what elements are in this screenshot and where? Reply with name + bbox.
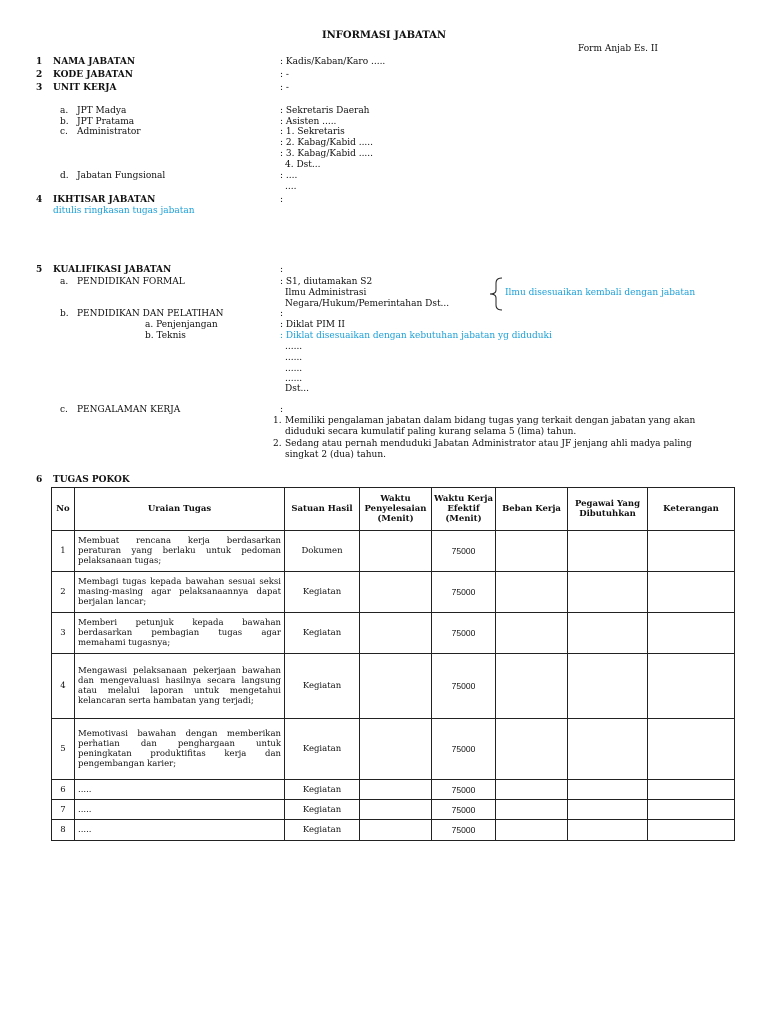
- pengalaman-item-text: Sedang atau pernah menduduki Jabatan Administrator atau JF jenjang ahli madya paling singkat 2 (dua) tahun.: [285, 439, 692, 460]
- kode-jabatan-value: : -: [280, 70, 289, 80]
- teknis-item: ......: [285, 374, 303, 384]
- teknis-item: Dst...: [285, 384, 310, 394]
- pendidikan-formal-value: : S1, diutamakan S2: [280, 277, 373, 287]
- unit-kerja-value: : -: [280, 83, 289, 93]
- section-number: 3: [36, 83, 43, 93]
- row-satuan: Kegiatan: [285, 719, 360, 780]
- pengalaman-item-number: 2.: [273, 439, 282, 449]
- header-uraian: Uraian Tugas: [75, 488, 285, 531]
- jpt-pratama-label: JPT Pratama: [77, 117, 135, 127]
- row-beban: [496, 572, 568, 613]
- kode-jabatan-label: KODE JABATAN: [53, 70, 133, 80]
- row-satuan: Kegiatan: [285, 780, 360, 800]
- row-no: 7: [52, 800, 75, 820]
- section-number: 6: [36, 475, 43, 485]
- jabatan-fungsional-label: Jabatan Fungsional: [77, 171, 166, 181]
- pengalaman-item-text: Memiliki pengalaman jabatan dalam bidang tugas yang terkait dengan jabatan yang akan diduduki secara kumulatif paling kurang selama 5 (lima) tahun.: [285, 416, 696, 437]
- item-letter: c.: [60, 127, 68, 137]
- row-no: 2: [52, 572, 75, 613]
- header-satuan: Satuan Hasil: [285, 488, 360, 531]
- document-title: INFORMASI JABATAN: [321, 30, 447, 41]
- teknis-label: b. Teknis: [145, 331, 186, 341]
- table-row: [52, 719, 735, 780]
- row-efektif: 75000: [432, 719, 496, 780]
- pendidikan-pelatihan-value: :: [280, 309, 284, 319]
- jpt-madya-label: JPT Madya: [77, 106, 127, 116]
- section-number: 2: [36, 70, 43, 80]
- row-pegawai: [568, 572, 648, 613]
- row-efektif: 75000: [432, 654, 496, 719]
- table-row: [52, 780, 735, 800]
- administrator-value: : 3. Kabag/Kabid .....: [280, 149, 374, 159]
- row-no: 1: [52, 531, 75, 572]
- header-keterangan: Keterangan: [648, 488, 735, 531]
- row-pegawai: [568, 531, 648, 572]
- item-letter: b.: [60, 309, 69, 319]
- unit-kerja-label: UNIT KERJA: [53, 83, 117, 93]
- jabatan-fungsional-value: ....: [285, 182, 297, 192]
- row-no: 6: [52, 780, 75, 800]
- row-no: 5: [52, 719, 75, 780]
- jpt-madya-value: : Sekretaris Daerah: [280, 106, 370, 116]
- form-code: Form Anjab Es. II: [578, 44, 658, 54]
- kualifikasi-jabatan-label: KUALIFIKASI JABATAN: [53, 265, 172, 275]
- row-keterangan: [648, 613, 735, 654]
- row-uraian: Mengawasi pelaksanaan pekerjaan bawahan dan mengevaluasi hasilnya secara langsung atau melalui laporan untuk mengetahui kelancaran serta hambatan yang terjadi;: [75, 654, 285, 719]
- row-efektif: 75000: [432, 531, 496, 572]
- row-penyelesaian: [360, 654, 432, 719]
- teknis-item: ......: [285, 353, 303, 363]
- ikhtisar-jabatan-label: IKHTISAR JABATAN: [53, 195, 156, 205]
- row-efektif: 75000: [432, 780, 496, 800]
- pendidikan-pelatihan-label: PENDIDIKAN DAN PELATIHAN: [77, 309, 224, 319]
- table-row: [52, 613, 735, 654]
- penjenjangan-value: : Diklat PIM II: [280, 320, 345, 330]
- pengalaman-kerja-label: PENGALAMAN KERJA: [77, 405, 181, 415]
- administrator-value: 4. Dst...: [285, 160, 321, 170]
- administrator-label: Administrator: [77, 127, 141, 137]
- header-waktu-penyelesaian: Waktu Penyelesaian (Menit): [360, 488, 432, 531]
- tugas-pokok-label: TUGAS POKOK: [53, 475, 130, 485]
- header-pegawai: Pegawai Yang Dibutuhkan: [568, 488, 648, 531]
- header-beban: Beban Kerja: [496, 488, 568, 531]
- table-row: [52, 800, 735, 820]
- administrator-value: : 2. Kabag/Kabid .....: [280, 138, 374, 148]
- row-uraian: .....: [75, 780, 285, 800]
- row-satuan: Kegiatan: [285, 820, 360, 841]
- header-no: No: [52, 488, 75, 531]
- row-keterangan: [648, 531, 735, 572]
- jabatan-fungsional-value: : ....: [280, 171, 298, 181]
- pendidikan-formal-value: Negara/Hukum/Pemerintahan Dst...: [285, 299, 450, 309]
- row-penyelesaian: [360, 820, 432, 841]
- pengalaman-item-number: 1.: [273, 416, 282, 426]
- pengalaman-kerja-value: :: [280, 405, 284, 415]
- row-penyelesaian: [360, 719, 432, 780]
- table-row: [52, 820, 735, 841]
- row-beban: [496, 654, 568, 719]
- section-number: 1: [36, 57, 43, 67]
- header-waktu-efektif: Waktu Kerja Efektif (Menit): [432, 488, 496, 531]
- row-satuan: Kegiatan: [285, 572, 360, 613]
- row-beban: [496, 719, 568, 780]
- row-satuan: Kegiatan: [285, 654, 360, 719]
- row-beban: [496, 820, 568, 841]
- teknis-item: ......: [285, 342, 303, 352]
- row-beban: [496, 613, 568, 654]
- row-keterangan: [648, 780, 735, 800]
- row-penyelesaian: [360, 780, 432, 800]
- brace-icon: [488, 277, 504, 311]
- row-penyelesaian: [360, 531, 432, 572]
- row-satuan: Kegiatan: [285, 800, 360, 820]
- row-keterangan: [648, 572, 735, 613]
- row-uraian: Membagi tugas kepada bawahan sesuai seksi masing-masing agar pelaksanaannya dapat berjalan lancar;: [75, 572, 285, 613]
- teknis-item: ......: [285, 364, 303, 374]
- row-efektif: 75000: [432, 820, 496, 841]
- row-efektif: 75000: [432, 572, 496, 613]
- row-uraian: Membuat rencana kerja berdasarkan peraturan yang berlaku untuk pedoman pelaksanaan tugas;: [75, 531, 285, 572]
- pendidikan-formal-note: Ilmu disesuaikan kembali dengan jabatan: [505, 288, 696, 298]
- table-header-row: [52, 488, 735, 531]
- ikhtisar-note: ditulis ringkasan tugas jabatan: [53, 206, 195, 216]
- row-uraian: Memotivasi bawahan dengan memberikan perhatian dan penghargaan untuk peningkatan produktifitas kerja dan pengembangan karier;: [75, 719, 285, 780]
- table-row: [52, 572, 735, 613]
- row-uraian: .....: [75, 820, 285, 841]
- ikhtisar-jabatan-value: :: [280, 195, 284, 205]
- teknis-value: : Diklat disesuaikan dengan kebutuhan jabatan yg diduduki: [280, 331, 552, 341]
- pendidikan-formal-value: Ilmu Administrasi: [285, 288, 367, 298]
- tugas-pokok-table: [51, 487, 735, 841]
- row-keterangan: [648, 719, 735, 780]
- row-pegawai: [568, 613, 648, 654]
- administrator-value: : 1. Sekretaris: [280, 127, 345, 137]
- row-penyelesaian: [360, 572, 432, 613]
- table-row: [52, 654, 735, 719]
- row-beban: [496, 780, 568, 800]
- row-no: 8: [52, 820, 75, 841]
- item-letter: d.: [60, 171, 69, 181]
- section-number: 4: [36, 195, 43, 205]
- row-penyelesaian: [360, 613, 432, 654]
- nama-jabatan-label: NAMA JABATAN: [53, 57, 136, 67]
- row-satuan: Dokumen: [285, 531, 360, 572]
- item-letter: a.: [60, 106, 69, 116]
- row-no: 3: [52, 613, 75, 654]
- row-pegawai: [568, 719, 648, 780]
- row-keterangan: [648, 820, 735, 841]
- row-uraian: Memberi petunjuk kepada bawahan berdasarkan pembagian tugas agar memahami tugasnya;: [75, 613, 285, 654]
- section-number: 5: [36, 265, 43, 275]
- row-beban: [496, 800, 568, 820]
- table-row: [52, 531, 735, 572]
- row-pegawai: [568, 654, 648, 719]
- pendidikan-formal-label: PENDIDIKAN FORMAL: [77, 277, 185, 287]
- row-satuan: Kegiatan: [285, 613, 360, 654]
- row-pegawai: [568, 780, 648, 800]
- row-penyelesaian: [360, 800, 432, 820]
- nama-jabatan-value: : Kadis/Kaban/Karo .....: [280, 57, 386, 67]
- kualifikasi-jabatan-value: :: [280, 265, 284, 275]
- row-pegawai: [568, 800, 648, 820]
- item-letter: c.: [60, 405, 68, 415]
- row-uraian: .....: [75, 800, 285, 820]
- row-efektif: 75000: [432, 800, 496, 820]
- row-efektif: 75000: [432, 613, 496, 654]
- row-keterangan: [648, 800, 735, 820]
- item-letter: b.: [60, 117, 69, 127]
- penjenjangan-label: a. Penjenjangan: [145, 320, 218, 330]
- jpt-pratama-value: : Asisten .....: [280, 117, 337, 127]
- row-beban: [496, 531, 568, 572]
- row-keterangan: [648, 654, 735, 719]
- row-pegawai: [568, 820, 648, 841]
- item-letter: a.: [60, 277, 69, 287]
- row-no: 4: [52, 654, 75, 719]
